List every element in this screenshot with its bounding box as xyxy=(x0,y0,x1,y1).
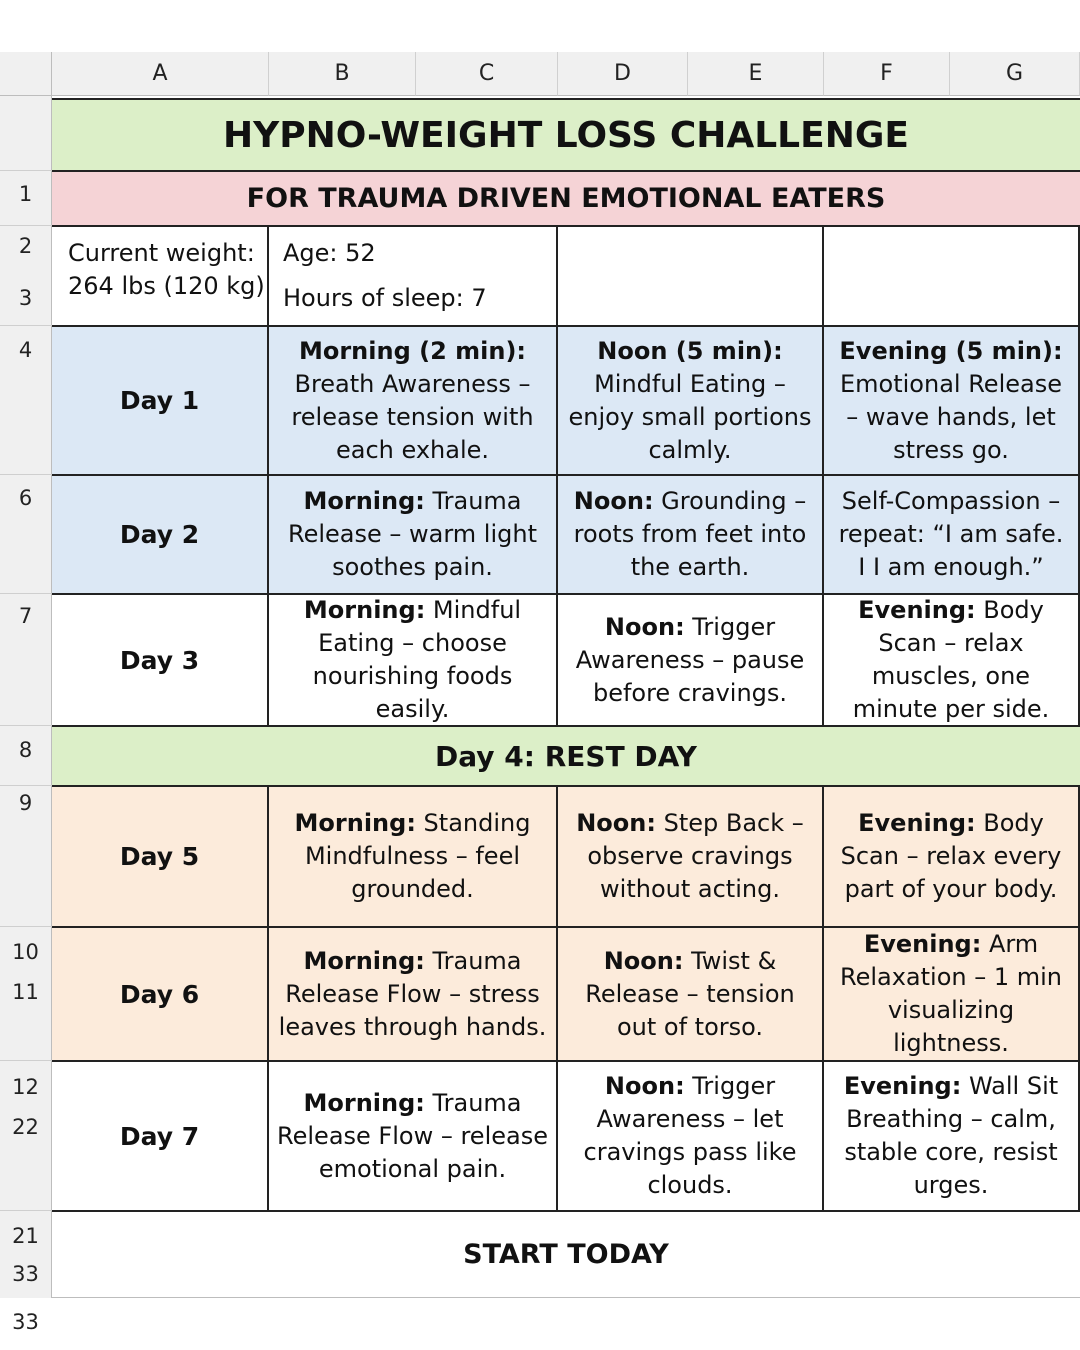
noon-cell[interactable] xyxy=(558,928,824,1062)
morning-text: Breath Awareness – release tension with each exhale. xyxy=(291,369,534,464)
morning-heading: Morning (2 min): xyxy=(298,336,527,365)
evening-text: Body Scan – relax every part of your body. xyxy=(840,809,1062,903)
day-label: Day 7 xyxy=(119,1121,200,1151)
evening-text: Self-Compassion – repeat: “I am safe. I I am enough.” xyxy=(838,487,1064,581)
evening-heading: Evening: xyxy=(858,809,976,837)
sheet-title[interactable]: HYPNO-WEIGHT LOSS CHALLENGE xyxy=(52,98,1080,172)
morning-cell[interactable] xyxy=(269,595,558,727)
morning-heading: Morning: xyxy=(303,1088,425,1117)
row-number[interactable]: 22 xyxy=(12,1115,39,1139)
row-number[interactable]: 8 xyxy=(18,738,33,762)
sleep-value: Hours of sleep: 7 xyxy=(283,284,487,312)
noon-heading: Noon: xyxy=(573,487,654,515)
row-number[interactable]: 9 xyxy=(18,791,33,815)
row-number[interactable]: 21 xyxy=(12,1224,39,1248)
morning-text: Standing Mindfulness – feel grounded. xyxy=(304,809,531,903)
column-header-g[interactable]: G xyxy=(950,52,1080,96)
evening-heading: Evening: xyxy=(843,1072,962,1100)
morning-text: Trauma Release Flow – stress leaves through hands. xyxy=(278,946,547,1041)
morning-text: Mindful Eating – choose nourishing foods easily. xyxy=(312,596,522,723)
column-header-b[interactable]: B xyxy=(269,52,416,96)
row-number[interactable]: 33 xyxy=(12,1310,39,1334)
row-number-gutter xyxy=(0,96,52,1334)
noon-cell[interactable] xyxy=(558,787,824,928)
row-number[interactable]: 3 xyxy=(18,286,33,310)
evening-cell[interactable] xyxy=(824,928,1080,1062)
column-header-c[interactable]: C xyxy=(416,52,558,96)
noon-text: Trigger Awareness – let cravings pass like clouds. xyxy=(583,1072,797,1199)
row-number[interactable]: 11 xyxy=(12,980,39,1004)
morning-cell[interactable] xyxy=(269,1062,558,1212)
evening-cell[interactable] xyxy=(824,476,1080,595)
noon-cell[interactable] xyxy=(558,595,824,727)
sheet-subtitle[interactable]: FOR TRAUMA DRIVEN EMOTIONAL EATERS xyxy=(52,172,1080,227)
morning-cell[interactable] xyxy=(269,327,558,476)
day-label-cell[interactable] xyxy=(52,595,269,727)
row-number[interactable]: 7 xyxy=(18,604,33,628)
noon-cell[interactable] xyxy=(558,1062,824,1212)
day-label-cell[interactable] xyxy=(52,928,269,1062)
day-label-cell[interactable] xyxy=(52,476,269,595)
row-number[interactable]: 6 xyxy=(18,486,33,510)
row-number[interactable]: 2 xyxy=(18,234,33,258)
noon-cell[interactable] xyxy=(558,327,824,476)
column-header-f[interactable]: F xyxy=(824,52,950,96)
rest-day-band[interactable]: Day 4: REST DAY xyxy=(52,727,1080,787)
noon-heading: Noon: xyxy=(576,809,656,837)
evening-text: Wall Sit Breathing – calm, stable core, resist urges. xyxy=(844,1072,1059,1199)
evening-cell[interactable] xyxy=(824,327,1080,476)
morning-heading: Morning: xyxy=(294,809,416,837)
evening-cell[interactable] xyxy=(824,1062,1080,1212)
morning-cell[interactable] xyxy=(269,476,558,595)
select-all-corner[interactable] xyxy=(0,52,52,96)
current-weight-cell[interactable] xyxy=(52,227,269,327)
column-header-d[interactable]: D xyxy=(558,52,688,96)
evening-heading: Evening (5 min): xyxy=(839,336,1063,365)
day-label: Day 5 xyxy=(119,842,200,871)
row-number[interactable]: 33 xyxy=(12,1262,39,1286)
row-number[interactable]: 12 xyxy=(12,1075,39,1099)
day-label: Day 1 xyxy=(119,386,200,415)
morning-text: Trauma Release Flow – release emotional pain. xyxy=(277,1088,548,1183)
current-weight-value: 264 lbs (120 kg) xyxy=(68,272,265,300)
noon-text: Grounding – roots from feet into the earth. xyxy=(573,487,807,581)
morning-cell[interactable] xyxy=(269,928,558,1062)
day-label-cell[interactable] xyxy=(52,327,269,476)
age-value: Age: 52 xyxy=(283,239,376,267)
noon-heading: Noon: xyxy=(603,946,684,975)
noon-text: Trigger Awareness – pause before cravings. xyxy=(575,612,805,707)
column-header-e[interactable]: E xyxy=(688,52,824,96)
evening-heading: Evening: xyxy=(863,930,982,958)
noon-heading: Noon (5 min): xyxy=(597,336,783,365)
row-number[interactable]: 1 xyxy=(18,182,33,206)
day-label: Day 3 xyxy=(119,645,200,675)
morning-heading: Morning: xyxy=(303,946,425,975)
day-label-cell[interactable] xyxy=(52,1062,269,1212)
evening-text: Emotional Release – wave hands, let stress go. xyxy=(840,369,1062,464)
evening-text: Body Scan – relax muscles, one minute per side. xyxy=(852,596,1050,723)
evening-heading: Evening: xyxy=(858,596,976,624)
noon-heading: Noon: xyxy=(604,612,685,641)
morning-text: Trauma Release – warm light soothes pain. xyxy=(287,487,537,581)
evening-cell[interactable] xyxy=(824,595,1080,727)
noon-heading: Noon: xyxy=(604,1072,685,1100)
day-label: Day 2 xyxy=(119,520,200,549)
row-number[interactable]: 10 xyxy=(12,940,39,964)
current-weight-label: Current weight: xyxy=(68,239,255,267)
evening-text: Arm Relaxation – 1 min visualizing lightness. xyxy=(839,930,1063,1057)
morning-heading: Morning: xyxy=(303,596,426,624)
noon-text: Twist & Release – tension out of torso. xyxy=(585,946,795,1041)
day-label: Day 6 xyxy=(119,979,200,1009)
noon-text: Step Back – observe cravings without acting. xyxy=(587,809,804,903)
noon-text: Mindful Eating – enjoy small portions calmly. xyxy=(568,369,812,464)
morning-cell[interactable] xyxy=(269,787,558,928)
evening-cell[interactable] xyxy=(824,787,1080,928)
empty-cell[interactable] xyxy=(824,227,1080,327)
spreadsheet xyxy=(0,52,1080,1334)
empty-cell[interactable] xyxy=(558,227,824,327)
start-today-cell[interactable]: START TODAY xyxy=(52,1212,1080,1298)
noon-cell[interactable] xyxy=(558,476,824,595)
column-header-a[interactable]: A xyxy=(52,52,269,96)
row-number[interactable]: 4 xyxy=(18,338,33,362)
morning-heading: Morning: xyxy=(303,487,425,515)
day-label-cell[interactable] xyxy=(52,787,269,928)
age-sleep-cell[interactable] xyxy=(269,227,558,327)
